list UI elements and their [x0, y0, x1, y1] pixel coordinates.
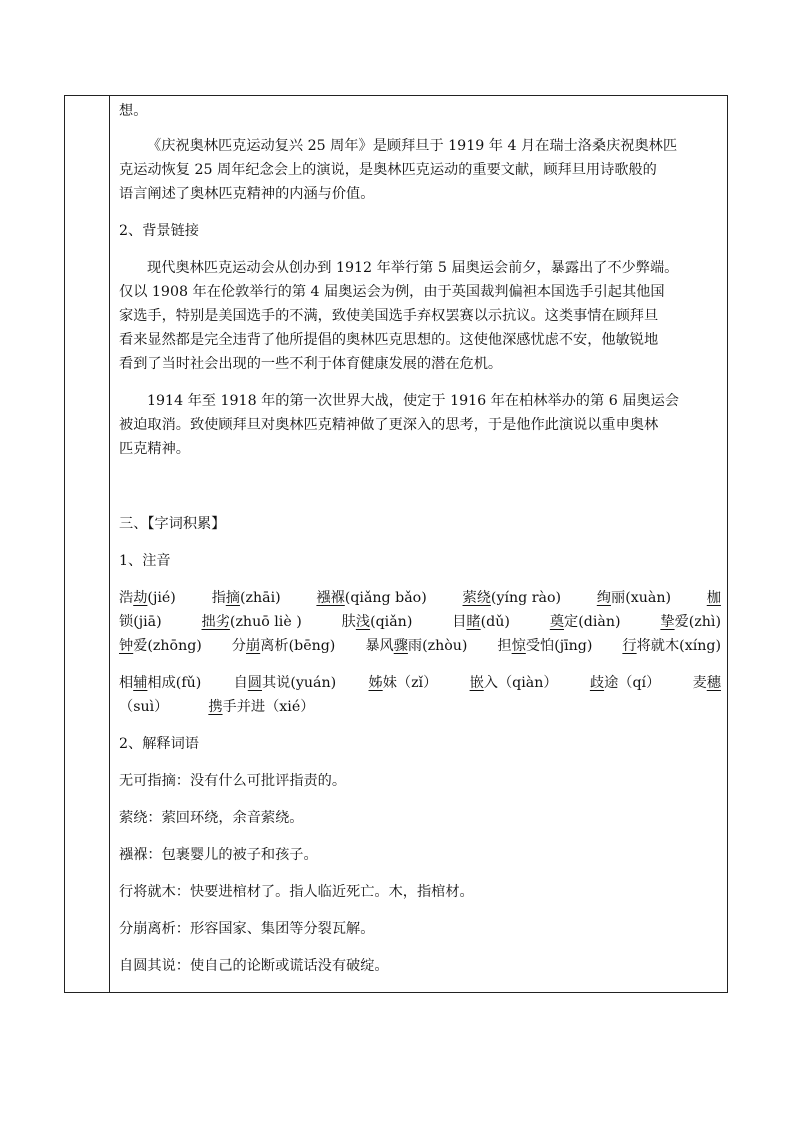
background-title: 2、背景链接 [119, 223, 199, 239]
war-line-2: 被迫取消。致使顾拜旦对奥林匹克精神做了更深入的思考，于是他作此演说以重申奥林 [119, 417, 659, 433]
underlined-char: 襁褓 [316, 590, 345, 606]
definition-item: 襁褓：包裹婴儿的被子和孩子。 [119, 847, 318, 863]
underlined-char: 辅 [133, 675, 148, 691]
pinyin-text: (zhuō liè ) [229, 614, 302, 630]
definitions-subtitle: 2、解释词语 [119, 736, 199, 752]
pinyin-entry [622, 635, 721, 658]
pinyin-entry [119, 672, 201, 695]
underlined-char: 钟 [119, 638, 134, 654]
pinyin-text: 肤 [341, 614, 356, 630]
underlined-char: 歧 [589, 675, 605, 691]
pinyin-entry [452, 611, 510, 634]
pinyin-entry [463, 587, 562, 610]
pinyin-text: 手并进（xié） [222, 699, 315, 715]
pinyin-entry [119, 635, 202, 658]
definition-item: 萦绕：萦回环绕，余音萦绕。 [119, 810, 304, 826]
underlined-char: 骤 [393, 638, 408, 654]
pinyin-entry [365, 635, 467, 658]
pinyin-text: 分 [231, 638, 246, 654]
pinyin-text: 麦 [692, 675, 707, 691]
underlined-char: 姊 [368, 675, 383, 691]
underlined-char: 奠 [549, 614, 565, 630]
pinyin-entry [497, 635, 592, 658]
pinyin-line-2 [119, 611, 721, 634]
pinyin-text: (dǔ) [480, 614, 510, 630]
pinyin-text: 丽(xuàn) [611, 590, 671, 606]
underlined-char: 行 [622, 638, 637, 654]
underlined-char: 崩 [246, 638, 261, 654]
pinyin-entry [470, 672, 558, 695]
background-line-2: 仅以 1908 年在伦敦举行的第 4 届奥运会为例，由于英国裁判偏袒本国选手引起其他国 [119, 284, 665, 300]
pinyin-entry [316, 587, 426, 610]
pinyin-entry [202, 611, 302, 634]
pinyin-text: （suì） [119, 699, 169, 715]
underlined-char: 挚 [660, 614, 675, 630]
background-line-5: 看到了当时社会出现的一些不利于体育健康发展的潜在危机。 [119, 356, 503, 372]
pinyin-text: 雨(zhòu) [407, 638, 468, 654]
intro-line-1: 《庆祝奥林匹克运动复兴 25 周年》是顾拜旦于 1919 年 4 月在瑞士洛桑庆祝奥林匹 [147, 138, 678, 154]
pinyin-entry [119, 611, 162, 634]
underlined-char: 睹 [466, 614, 481, 630]
pinyin-text: 暴风 [365, 638, 394, 654]
underlined-char: 圆 [247, 675, 262, 691]
underlined-char: 穗 [706, 675, 721, 691]
pinyin-entry [342, 611, 413, 634]
content-table [64, 95, 728, 993]
pinyin-text: 自 [233, 675, 248, 691]
pinyin-entry [707, 587, 721, 610]
underlined-char: 摘 [225, 590, 240, 606]
pinyin-line-3 [119, 635, 721, 658]
pinyin-text: 离析(bēng) [260, 638, 336, 654]
pinyin-text: 途（qí） [604, 675, 661, 691]
underlined-char: 绚 [596, 590, 611, 606]
pinyin-text: 爱(zhì) [674, 614, 721, 630]
intro-line-2: 克运动恢复 25 周年纪念会上的演说，是奥林匹克运动的重要文献，顾拜旦用诗歌般的 [119, 162, 657, 178]
section-title-text: 三、【字词积累】 [119, 516, 226, 532]
pinyin-text: (yíng rào) [490, 590, 562, 606]
pinyin-line-1 [119, 587, 721, 610]
pinyin-text: (qiǎng bǎo) [344, 590, 427, 606]
pinyin-entry [597, 587, 671, 610]
pinyin-entry [232, 635, 336, 658]
underlined-char: 嵌 [469, 675, 484, 691]
pinyin-text: 相 [119, 675, 134, 691]
underlined-char: 劫 [133, 590, 148, 606]
underlined-char: 浅 [355, 614, 371, 630]
pinyin-entry [368, 672, 437, 695]
pinyin-entry [693, 672, 721, 695]
pinyin-text: 锁(jiā) [119, 614, 162, 630]
pinyin-text: 相成(fǔ) [147, 675, 202, 691]
pinyin-text: 浩 [119, 590, 134, 606]
section-title [119, 513, 721, 536]
underlined-char: 惊 [511, 638, 526, 654]
pinyin-text: 爱(zhōng) [133, 638, 202, 654]
definition-item: 自圆其说：使自己的论断或谎话没有破绽。 [119, 958, 389, 974]
pinyin-line-4 [119, 672, 721, 695]
underlined-char: 拙劣 [201, 614, 230, 630]
pinyin-text: 其说(yuán) [261, 675, 337, 691]
pinyin-entry [550, 611, 621, 634]
background-line-1: 现代奥林匹克运动会从创办到 1912 年举行第 5 届奥运会前夕，暴露出了不少弊端。 [147, 260, 679, 276]
definition-item: 无可指摘：没有什么可批评指责的。 [119, 773, 347, 789]
pinyin-text: 定(diàn) [564, 614, 621, 630]
pinyin-entry [234, 672, 337, 695]
pinyin-text: 指 [211, 590, 226, 606]
pinyin-entry [660, 611, 721, 634]
background-line-3: 家选手，特别是美国选手的不满，致使美国选手弃权罢赛以示抗议。这类事情在顾拜旦 [119, 308, 659, 324]
underlined-char: 枷 [706, 590, 721, 606]
pinyin-text: (jié) [147, 590, 176, 606]
pinyin-text: (zhāi) [239, 590, 281, 606]
pinyin-text: 担 [497, 638, 512, 654]
war-line-3: 匹克精神。 [119, 441, 190, 457]
pinyin-subtitle: 1、注音 [119, 553, 171, 569]
pinyin-entry [119, 696, 168, 719]
background-line-4: 看来显然都是完全违背了他所提倡的奥林匹克思想的。这使他深感忧虑不安，他敏锐地 [119, 332, 659, 348]
paragraph-tail: 想。 [119, 103, 148, 119]
pinyin-text: 目 [452, 614, 467, 630]
pinyin-entry [212, 587, 281, 610]
definition-item: 分崩离析：形容国家、集团等分裂瓦解。 [119, 921, 375, 937]
pinyin-text: 将就木(xíng) [636, 638, 721, 654]
pinyin-line-5 [119, 696, 721, 719]
pinyin-entry [119, 587, 176, 610]
pinyin-text: (qiǎn) [370, 614, 413, 630]
underlined-char: 携 [208, 699, 223, 715]
pinyin-text: 妹（zǐ） [382, 675, 438, 691]
definition-item: 行将就木：快要进棺材了。指人临近死亡。木，指棺材。 [119, 884, 474, 900]
pinyin-text: 受怕(jīng) [525, 638, 593, 654]
pinyin-entry [208, 696, 314, 719]
left-column [65, 96, 110, 992]
pinyin-entry [590, 672, 660, 695]
pinyin-text: 入（qiàn） [483, 675, 558, 691]
intro-line-3: 语言阐述了奥林匹克精神的内涵与价值。 [119, 186, 375, 202]
underlined-char: 萦绕 [462, 590, 491, 606]
war-line-1: 1914 年至 1918 年的第一次世界大战，使定于 1916 年在柏林举办的第 6 届奥运会 [147, 393, 679, 409]
